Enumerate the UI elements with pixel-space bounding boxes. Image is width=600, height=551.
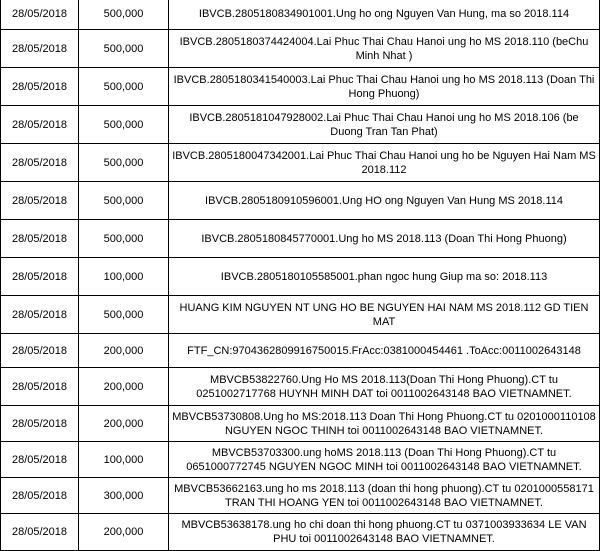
transaction-amount: 500,000 — [79, 182, 169, 220]
transaction-amount: 500,000 — [79, 68, 169, 106]
transaction-amount: 100,000 — [79, 442, 169, 478]
table-row — [1, 478, 600, 514]
table-row — [1, 144, 600, 182]
table-row — [1, 106, 600, 144]
transaction-description: HUANG KIM NGUYEN NT UNG HO BE NGUYEN HAI NAM MS 2018.112 GD TIEN MAT — [169, 296, 600, 334]
transaction-amount: 500,000 — [79, 296, 169, 334]
table-row — [1, 334, 600, 368]
transaction-date: 28/05/2018 — [1, 296, 79, 334]
transaction-date: 28/05/2018 — [1, 514, 79, 551]
ledger-body — [1, 0, 600, 551]
transaction-description: MBVCB53822760.Ung Ho MS 2018.113(Doan Thi Hong Phuong).CT tu 0251002717768 HUYNH MINH DAT toi 0011002643148 BAO VIETNAMNET. — [169, 368, 600, 406]
transaction-date: 28/05/2018 — [1, 406, 79, 442]
transaction-description: MBVCB53638178.ung ho chi doan thi hong phuong.CT tu 0371003933634 LE VAN PHU toi 0011002643148 BAO VIETNAMNET. — [169, 514, 600, 551]
transaction-description: MBVCB53662163.ung ho ms 2018.113 (doan thi hong phuong).CT tu 0201000558171 TRAN THI HOANG YEN toi 0011002643148 BAO VIETNAMNET. — [169, 478, 600, 514]
transaction-amount: 300,000 — [79, 478, 169, 514]
transaction-description: MBVCB53730808.Ung ho MS:2018.113 Doan Thi Hong Phuong.CT tu 0201000110108 NGUYEN NGOC THINH toi 0011002643148 BAO VIETNAMNET. — [169, 406, 600, 442]
transaction-description: IBVCB.2805180105585001.phan ngoc hung Giup ma so: 2018.113 — [169, 258, 600, 296]
transaction-description: IBVCB.2805180374424004.Lai Phuc Thai Chau Hanoi ung ho MS 2018.110 (beChu Minh Nhat ) — [169, 30, 600, 68]
transaction-date: 28/05/2018 — [1, 334, 79, 368]
table-row — [1, 406, 600, 442]
table-row — [1, 0, 600, 30]
table-row — [1, 182, 600, 220]
transaction-date: 28/05/2018 — [1, 442, 79, 478]
transaction-date: 28/05/2018 — [1, 258, 79, 296]
transaction-amount: 500,000 — [79, 220, 169, 258]
table-row — [1, 296, 600, 334]
table-row — [1, 442, 600, 478]
transaction-amount: 200,000 — [79, 368, 169, 406]
transaction-amount: 200,000 — [79, 334, 169, 368]
table-row — [1, 68, 600, 106]
transaction-description: FTF_CN:9704362809916750015.FrAcc:0381000454461 .ToAcc:0011002643148 — [169, 334, 600, 368]
transaction-amount: 200,000 — [79, 406, 169, 442]
transaction-date: 28/05/2018 — [1, 68, 79, 106]
table-row — [1, 368, 600, 406]
transaction-description: IBVCB.2805180047342001.Lai Phuc Thai Chau Hanoi ung ho be Nguyen Hai Nam MS 2018.112 — [169, 144, 600, 182]
transaction-amount: 500,000 — [79, 30, 169, 68]
transaction-amount: 200,000 — [79, 514, 169, 551]
transaction-date: 28/05/2018 — [1, 30, 79, 68]
table-row — [1, 30, 600, 68]
table-row — [1, 258, 600, 296]
transaction-date: 28/05/2018 — [1, 220, 79, 258]
transaction-amount: 500,000 — [79, 106, 169, 144]
transaction-amount: 100,000 — [79, 258, 169, 296]
transaction-amount: 500,000 — [79, 0, 169, 30]
transaction-description: IBVCB.2805180834901001.Ung ho ong Nguyen Van Hung, ma so 2018.114 — [169, 0, 600, 30]
transaction-date: 28/05/2018 — [1, 368, 79, 406]
transaction-description: IBVCB.2805180341540003.Lai Phuc Thai Chau Hanoi ung ho MS 2018.113 (Doan Thi Hong Phuong) — [169, 68, 600, 106]
transaction-amount: 500,000 — [79, 144, 169, 182]
transaction-date: 28/05/2018 — [1, 478, 79, 514]
transaction-description: IBVCB.2805181047928002.Lai Phuc Thai Chau Hanoi ung ho MS 2018.106 (be Duong Tran Tan Phat) — [169, 106, 600, 144]
transaction-description: IBVCB.2805180845770001.Ung ho MS 2018.113 (Doan Thi Hong Phuong) — [169, 220, 600, 258]
table-row — [1, 514, 600, 551]
transaction-description: MBVCB53703300.ung hoMS 2018.113 (Doan Thi Hong Phuong).CT tu 0651000772745 NGUYEN NGOC MINH toi 0011002643148 BAO VIETNAMNET. — [169, 442, 600, 478]
transaction-date: 28/05/2018 — [1, 106, 79, 144]
transaction-date: 28/05/2018 — [1, 144, 79, 182]
transaction-date: 28/05/2018 — [1, 182, 79, 220]
transaction-description: IBVCB.2805180910596001.Ung HO ong Nguyen Van Hung MS 2018.114 — [169, 182, 600, 220]
table-row — [1, 220, 600, 258]
transaction-date: 28/05/2018 — [1, 0, 79, 30]
